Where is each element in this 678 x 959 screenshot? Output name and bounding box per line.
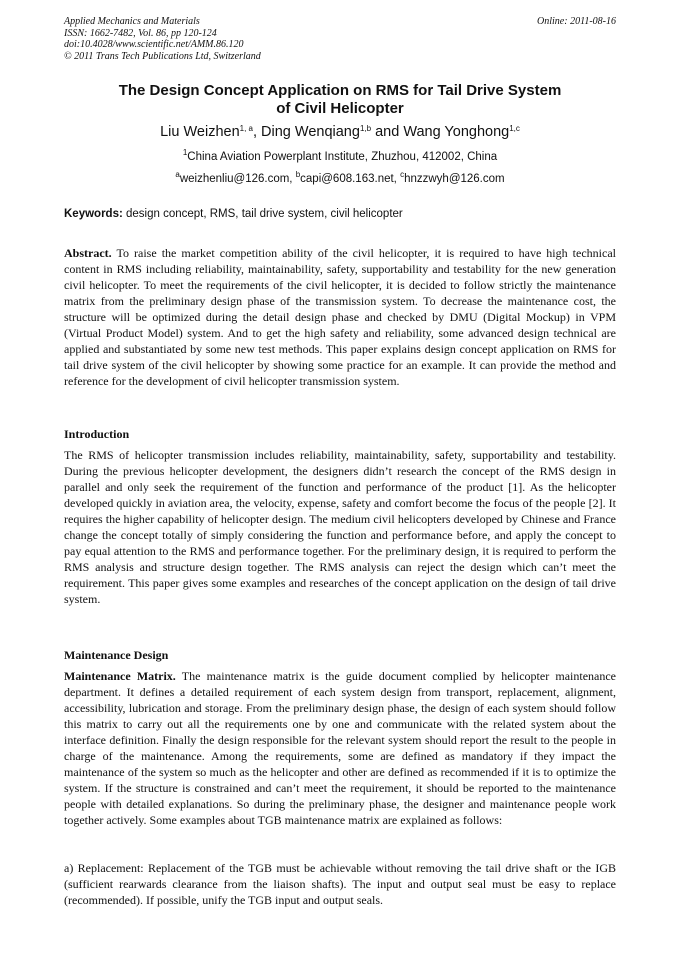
affiliation-text: China Aviation Powerplant Institute, Zhuzhou, 412002, China (187, 151, 498, 163)
affiliation (64, 149, 616, 165)
title-line-2: of Civil Helicopter (276, 100, 404, 117)
author-3-sup: 1,c (509, 124, 520, 133)
keywords-text: design concept, RMS, tail drive system, civil helicopter (122, 208, 403, 220)
author-emails (64, 171, 616, 187)
issn-line: ISSN: 1662-7482, Vol. 86, pp 120-124 (64, 27, 217, 39)
email-a-sup: a (175, 170, 180, 179)
title-line-1: The Design Concept Application on RMS for Tail Drive System (118, 82, 562, 99)
journal-header (64, 16, 616, 62)
author-separator-2: and (371, 124, 404, 140)
author-2: Ding Wenqiang (261, 124, 360, 140)
paper-title (64, 82, 616, 118)
email-c: hnzzwyh@126.com (404, 173, 505, 185)
replacement-paragraph: a) Replacement: Replacement of the TGB must be achievable without removing the tail drive shaft or the IGB (sufficient rearwards clearance from the liaison shafts). The input and output seal must be easy to replace (recommended). If possible, unify the TGB input and output seals. (64, 861, 616, 907)
email-c-sup: c (400, 170, 405, 179)
affiliation-sup: 1 (182, 148, 188, 157)
maintenance-matrix-text: The maintenance matrix is the guide document complied by helicopter maintenance department. It defines a detailed requirement of each system design from transport, replacement, alignment, accessibility, lubrication and storage. From the preliminary design phase, the design of each system should follow this matrix to carry out all the requirements one by one and communicate with the related system about the interface definition. Finally the design responsible for the relevant system should report the result to the people in charge of the maintenance. Among the requirements, some are defined as mandatory if they impact the maintenance of the system so much as the helicopter and other are defined as recommended if it is to optimize the system. If the structure is constrained and can’t meet the requirement, it should be reported to the maintenance people with detailed explanations. So during the preliminary phase, the designer and maintenance people work together actively. Some examples about TGB maintenance matrix are explained as follows: (64, 669, 616, 827)
abstract-paragraph (64, 245, 616, 389)
copyright-line: © 2011 Trans Tech Publications Ltd, Switzerland (64, 50, 261, 62)
journal-name: Applied Mechanics and Materials (64, 16, 200, 27)
email-b-sup: b (295, 170, 301, 179)
abstract-label: Abstract. (64, 246, 112, 260)
introduction-paragraph: The RMS of helicopter transmission includes reliability, maintainability, safety, supportability and testability. During the previous helicopter development, the designers didn’t research the concept of the RMS design in parallel and only seek the requirement of the function and performance of the product [1]. As the helicopter developed quickly in aviation area, the velocity, expense, safety and comfort become the focus of the people [2]. It requires the higher capability of helicopter design. The medium civil helicopters developed by Chinese and France change the concept totally of simply considering the function and performance before, and apply the concept to pay equal attention to the RMS and performance together. For the preliminary design, it is required to perform the RMS analysis and structure design together. The RMS analysis can reject the design which can’t meet the requirement. This paper gives some examples and researches of the concept application on the design of tail drive system. (64, 448, 616, 606)
author-list (64, 123, 616, 141)
author-1: Liu Weizhen (160, 124, 240, 140)
introduction-heading: Introduction (64, 427, 130, 441)
maintenance-matrix-paragraph (64, 668, 616, 828)
email-b: capi@608.163.net, (300, 173, 401, 185)
online-date: Online: 2011-08-16 (537, 16, 616, 27)
author-1-sup: 1, a (239, 124, 253, 133)
maintenance-matrix-label: Maintenance Matrix. (64, 669, 176, 683)
doi-line: doi:10.4028/www.scientific.net/AMM.86.120 (64, 39, 244, 50)
email-a: weizhenliu@126.com, (179, 173, 296, 185)
author-separator-1: , (252, 124, 262, 140)
author-2-sup: 1,b (359, 124, 372, 133)
abstract-text: To raise the market competition ability of the civil helicopter, it is required to have high technical content in RMS including reliability, maintainability, safety, supportability and testability for the new generation civil helicopter. To meet the requirements of the civil helicopter, it is decided to follow strictly the maintenance matrix from the preliminary design phase of the transmission system. To decrease the maintenance cost, the structure will be optimized during the detail design phase and checked by DMU (Digital Mockup) in VPM (Virtual Product Model) system. And to get the high safety and reliability, some advanced design technical are applied and substantiated by some new test methods. This paper explains design concept application on RMS for tail drive system of the civil helicopter by showing some practice for an example. It can provide the method and reference for the development of civil helicopter transmission system. (64, 246, 616, 388)
keywords (64, 206, 616, 222)
keywords-label: Keywords: (64, 208, 123, 220)
maintenance-design-heading: Maintenance Design (64, 648, 169, 662)
author-3: Wang Yonghong (403, 124, 510, 140)
